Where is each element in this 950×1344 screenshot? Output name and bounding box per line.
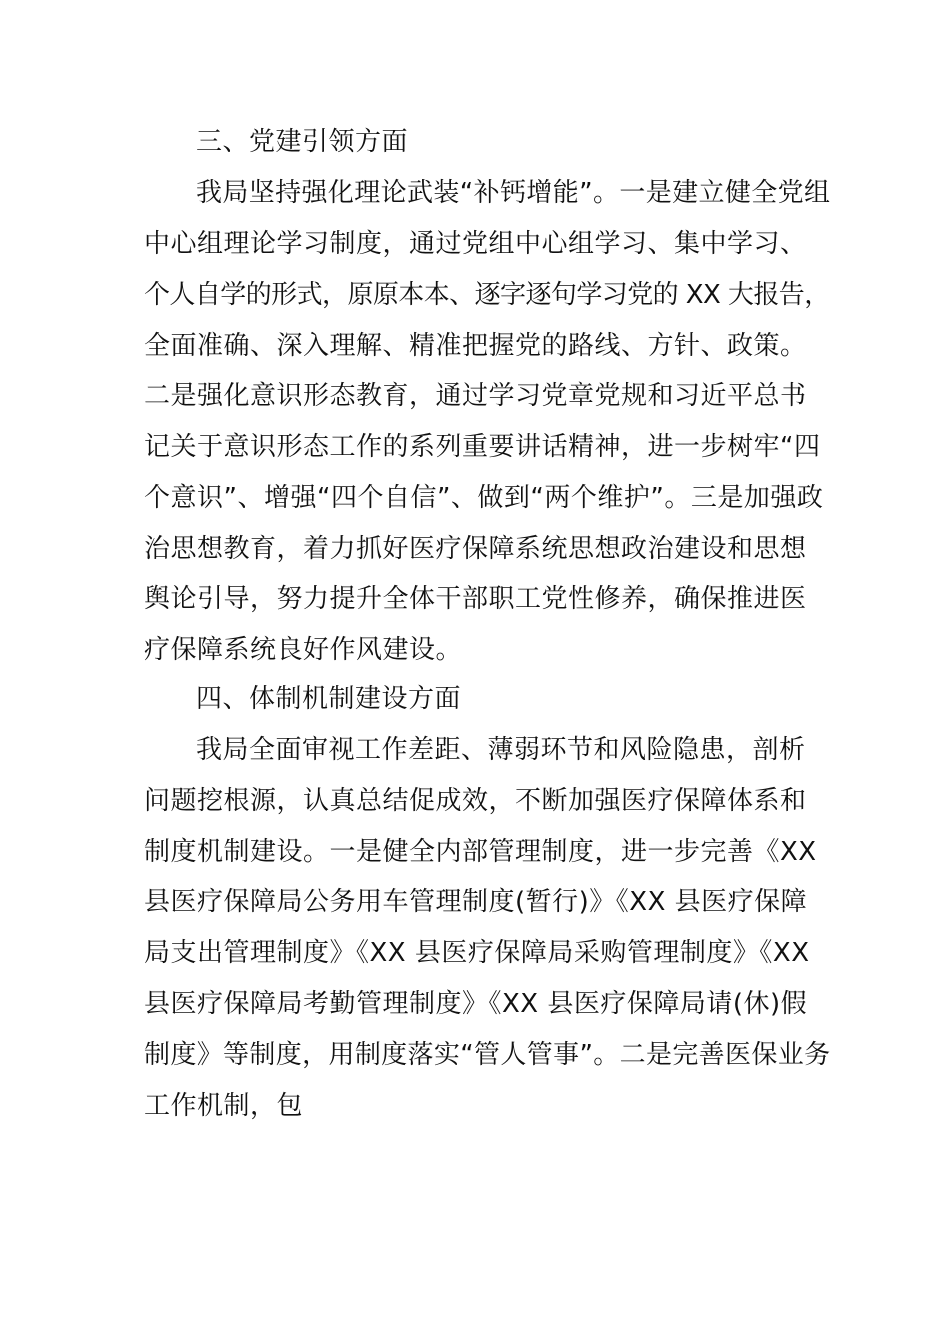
section-heading-party-building: 三、党建引领方面 [196,127,409,157]
paragraph-line: 制度》等制度，用制度落实“管人管事”。二是完善医保业务 [144,1040,831,1070]
paragraph-line: 县医疗保障局考勤管理制度》《XX 县医疗保障局请(休)假 [144,989,808,1019]
paragraph-line: 全面准确、深入理解、精准把握党的路线、方针、政策。 [144,331,807,361]
paragraph-line: 舆论引导，努力提升全体干部职工党性修养，确保推进医 [144,584,807,614]
paragraph-line: 我局全面审视工作差距、薄弱环节和风险隐患，剖析 [196,735,806,765]
paragraph-line: 问题挖根源，认真总结促成效，不断加强医疗保障体系和 [144,786,807,816]
paragraph-line: 县医疗保障局公务用车管理制度(暂行)》《XX 县医疗保障 [144,887,808,917]
paragraph-line: 个意识”、增强“四个自信”、做到“两个维护”。三是加强政 [144,483,824,513]
section-heading-institutional-mechanism: 四、体制机制建设方面 [196,684,462,714]
paragraph-line: 工作机制，包 [144,1091,304,1121]
paragraph-line: 疗保障系统良好作风建设。 [144,635,463,665]
paragraph-line: 我局坚持强化理论武装“补钙增能”。一是建立健全党组 [196,178,831,208]
paragraph-line: 中心组理论学习制度，通过党组中心组学习、集中学习、 [144,229,807,259]
paragraph-line: 个人自学的形式，原原本本、逐字逐句学习党的 XX 大报告， [144,280,830,310]
paragraph-line: 制度机制建设。一是健全内部管理制度，进一步完善《XX [144,837,817,867]
paragraph-line: 局支出管理制度》《XX 县医疗保障局采购管理制度》《XX [144,938,810,968]
paragraph-line: 记关于意识形态工作的系列重要讲话精神，进一步树牢“四 [144,432,821,462]
paragraph-line: 治思想教育，着力抓好医疗保障系统思想政治建设和思想 [144,534,807,564]
paragraph-line: 二是强化意识形态教育，通过学习党章党规和习近平总书 [144,381,807,411]
